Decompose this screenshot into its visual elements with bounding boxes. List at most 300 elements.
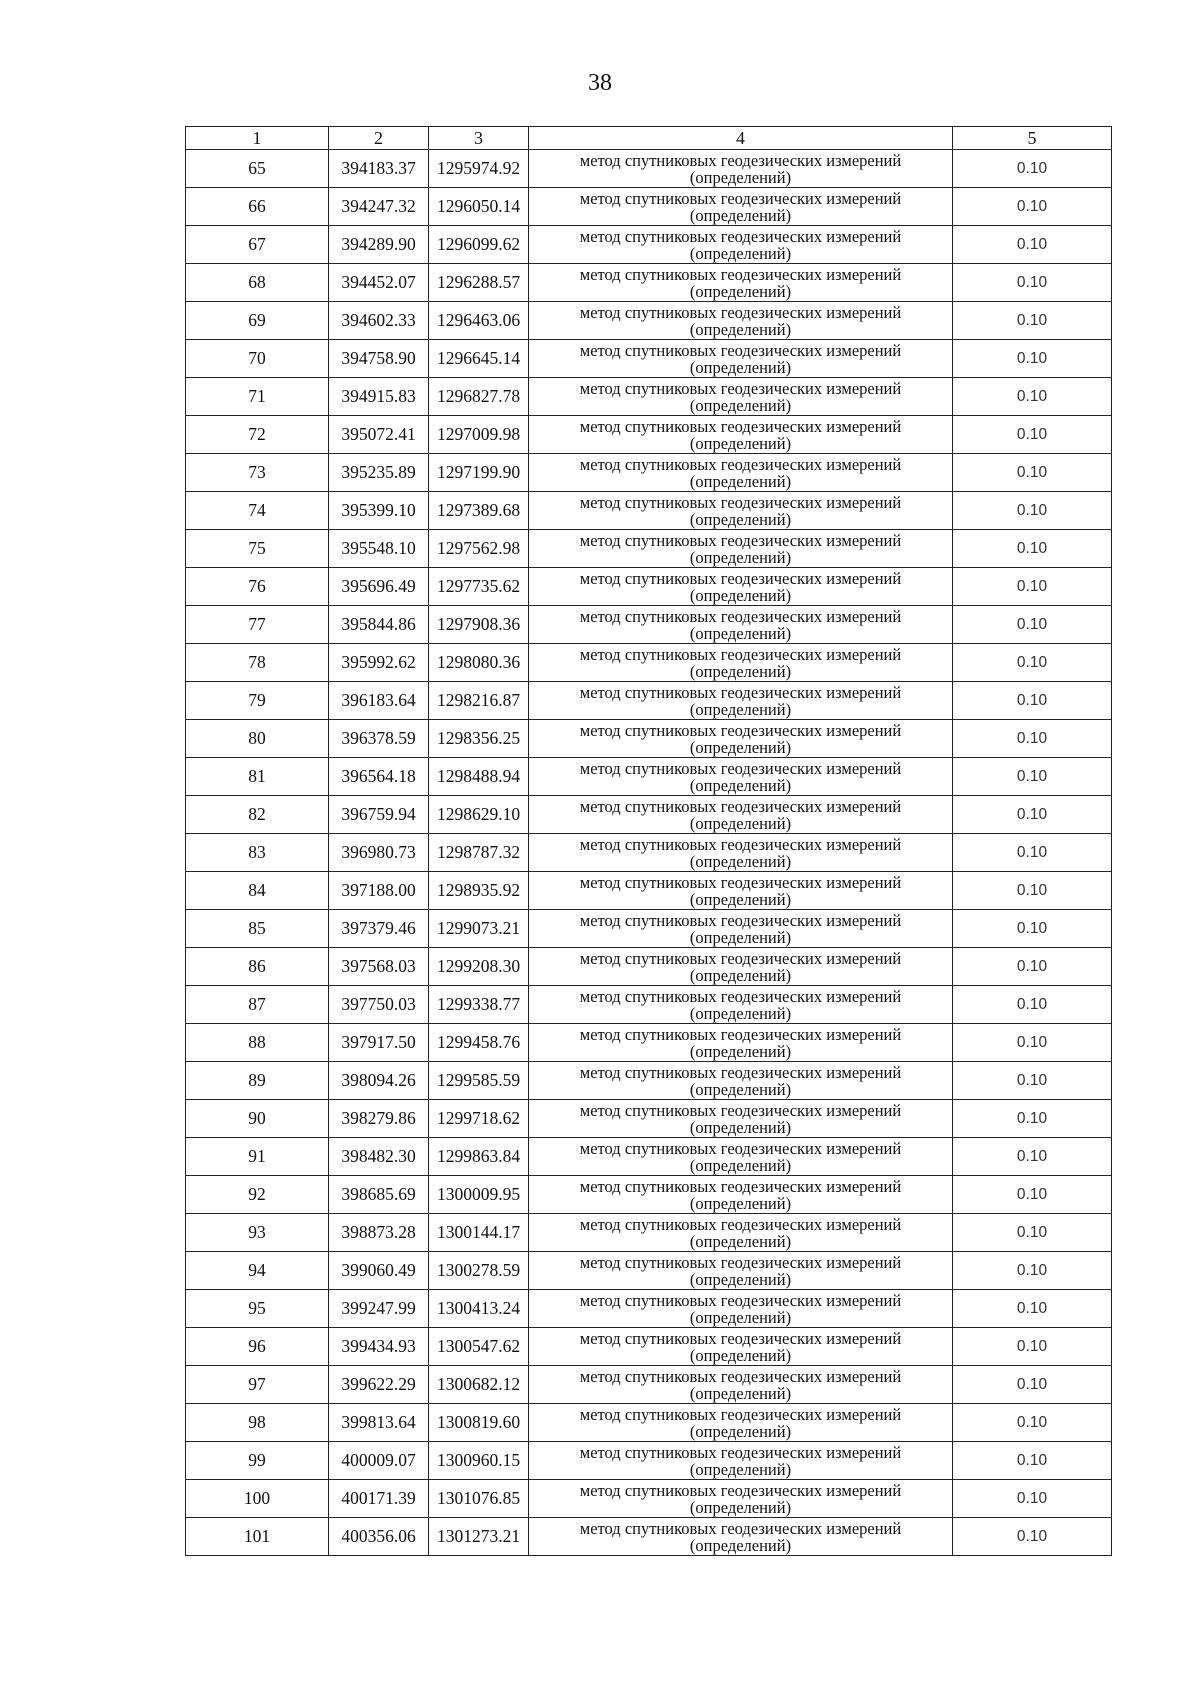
method-text: метод спутниковых геодезических измерений bbox=[579, 492, 902, 512]
point-number-cell: 94 bbox=[186, 1252, 329, 1290]
table-row bbox=[186, 1518, 1112, 1556]
table-row bbox=[186, 454, 1112, 492]
point-number-cell: 77 bbox=[186, 606, 329, 644]
point-number-cell: 85 bbox=[186, 910, 329, 948]
method-text-note: (определений) bbox=[689, 889, 792, 909]
table-row bbox=[186, 530, 1112, 568]
y-coordinate-cell: 1298080.36 bbox=[429, 644, 529, 682]
accuracy-cell: 0.10 bbox=[953, 1138, 1112, 1176]
method-text: метод спутниковых геодезических измерений bbox=[579, 1214, 902, 1234]
method-text-note: (определений) bbox=[689, 433, 792, 453]
y-coordinate-cell: 1296099.62 bbox=[429, 226, 529, 264]
method-cell bbox=[529, 568, 953, 606]
x-coordinate-cell: 400009.07 bbox=[329, 1442, 429, 1480]
method-text-note: (определений) bbox=[689, 1079, 792, 1099]
method-cell bbox=[529, 606, 953, 644]
method-text-note: (определений) bbox=[689, 965, 792, 985]
header-col-5: 5 bbox=[953, 127, 1112, 150]
method-text-note: (определений) bbox=[689, 851, 792, 871]
y-coordinate-cell: 1300960.15 bbox=[429, 1442, 529, 1480]
accuracy-cell: 0.10 bbox=[953, 1100, 1112, 1138]
method-text-note: (определений) bbox=[689, 813, 792, 833]
point-number-cell: 90 bbox=[186, 1100, 329, 1138]
accuracy-cell: 0.10 bbox=[953, 1366, 1112, 1404]
point-number-cell: 92 bbox=[186, 1176, 329, 1214]
method-text: метод спутниковых геодезических измерений bbox=[579, 606, 902, 626]
accuracy-cell: 0.10 bbox=[953, 188, 1112, 226]
method-text-note: (определений) bbox=[689, 1041, 792, 1061]
y-coordinate-cell: 1299585.59 bbox=[429, 1062, 529, 1100]
method-text-note: (определений) bbox=[689, 737, 792, 757]
method-cell bbox=[529, 986, 953, 1024]
method-text: метод спутниковых геодезических измерений bbox=[579, 986, 902, 1006]
table-row bbox=[186, 416, 1112, 454]
y-coordinate-cell: 1300819.60 bbox=[429, 1404, 529, 1442]
point-number-cell: 87 bbox=[186, 986, 329, 1024]
method-text: метод спутниковых геодезических измерений bbox=[579, 568, 902, 588]
method-text-note: (определений) bbox=[689, 1155, 792, 1175]
method-text: метод спутниковых геодезических измерений bbox=[579, 1024, 902, 1044]
page-number: 38 bbox=[588, 70, 612, 96]
method-text: метод спутниковых геодезических измерений bbox=[579, 796, 902, 816]
point-number-cell: 91 bbox=[186, 1138, 329, 1176]
method-cell bbox=[529, 226, 953, 264]
header-row bbox=[186, 127, 1112, 150]
method-text: метод спутниковых геодезических измерений bbox=[579, 1062, 902, 1082]
x-coordinate-cell: 398873.28 bbox=[329, 1214, 429, 1252]
x-coordinate-cell: 395072.41 bbox=[329, 416, 429, 454]
method-text: метод спутниковых геодезических измерений bbox=[579, 188, 902, 208]
table-row bbox=[186, 758, 1112, 796]
y-coordinate-cell: 1299073.21 bbox=[429, 910, 529, 948]
x-coordinate-cell: 398482.30 bbox=[329, 1138, 429, 1176]
accuracy-cell: 0.10 bbox=[953, 948, 1112, 986]
table-row bbox=[186, 1176, 1112, 1214]
method-text: метод спутниковых геодезических измерений bbox=[579, 416, 902, 436]
accuracy-cell: 0.10 bbox=[953, 1290, 1112, 1328]
y-coordinate-cell: 1298935.92 bbox=[429, 872, 529, 910]
y-coordinate-cell: 1299338.77 bbox=[429, 986, 529, 1024]
accuracy-cell: 0.10 bbox=[953, 682, 1112, 720]
method-text-note: (определений) bbox=[689, 585, 792, 605]
accuracy-cell: 0.10 bbox=[953, 568, 1112, 606]
point-number-cell: 74 bbox=[186, 492, 329, 530]
table-row bbox=[186, 606, 1112, 644]
method-text: метод спутниковых геодезических измерений bbox=[579, 340, 902, 360]
x-coordinate-cell: 399622.29 bbox=[329, 1366, 429, 1404]
table-row bbox=[186, 682, 1112, 720]
accuracy-cell: 0.10 bbox=[953, 1214, 1112, 1252]
x-coordinate-cell: 398094.26 bbox=[329, 1062, 429, 1100]
accuracy-cell: 0.10 bbox=[953, 986, 1112, 1024]
method-text: метод спутниковых геодезических измерений bbox=[579, 1366, 902, 1386]
table-row bbox=[186, 1252, 1112, 1290]
method-text: метод спутниковых геодезических измерений bbox=[579, 302, 902, 322]
accuracy-cell: 0.10 bbox=[953, 644, 1112, 682]
x-coordinate-cell: 397188.00 bbox=[329, 872, 429, 910]
method-cell bbox=[529, 1404, 953, 1442]
point-number-cell: 79 bbox=[186, 682, 329, 720]
y-coordinate-cell: 1299718.62 bbox=[429, 1100, 529, 1138]
y-coordinate-cell: 1295974.92 bbox=[429, 150, 529, 188]
point-number-cell: 100 bbox=[186, 1480, 329, 1518]
method-text-note: (определений) bbox=[689, 1003, 792, 1023]
method-text-note: (определений) bbox=[689, 1421, 792, 1441]
accuracy-cell: 0.10 bbox=[953, 1480, 1112, 1518]
method-cell bbox=[529, 1252, 953, 1290]
method-text-note: (определений) bbox=[689, 661, 792, 681]
table-row bbox=[186, 796, 1112, 834]
accuracy-cell: 0.10 bbox=[953, 1442, 1112, 1480]
x-coordinate-cell: 395844.86 bbox=[329, 606, 429, 644]
table-row bbox=[186, 1404, 1112, 1442]
point-number-cell: 76 bbox=[186, 568, 329, 606]
accuracy-cell: 0.10 bbox=[953, 150, 1112, 188]
accuracy-cell: 0.10 bbox=[953, 1176, 1112, 1214]
table-header bbox=[186, 127, 1112, 150]
table-row bbox=[186, 264, 1112, 302]
point-number-cell: 71 bbox=[186, 378, 329, 416]
method-cell bbox=[529, 188, 953, 226]
x-coordinate-cell: 400356.06 bbox=[329, 1518, 429, 1556]
method-text: метод спутниковых геодезических измерений bbox=[579, 910, 902, 930]
y-coordinate-cell: 1300547.62 bbox=[429, 1328, 529, 1366]
method-text: метод спутниковых геодезических измерений bbox=[579, 1100, 902, 1120]
method-cell bbox=[529, 720, 953, 758]
y-coordinate-cell: 1299863.84 bbox=[429, 1138, 529, 1176]
method-text: метод спутниковых геодезических измерений bbox=[579, 720, 902, 740]
method-text-note: (определений) bbox=[689, 205, 792, 225]
y-coordinate-cell: 1296288.57 bbox=[429, 264, 529, 302]
method-cell bbox=[529, 1366, 953, 1404]
method-cell bbox=[529, 1100, 953, 1138]
x-coordinate-cell: 396980.73 bbox=[329, 834, 429, 872]
table-row bbox=[186, 910, 1112, 948]
point-number-cell: 82 bbox=[186, 796, 329, 834]
table-row bbox=[186, 1138, 1112, 1176]
method-cell bbox=[529, 1290, 953, 1328]
header-col-1: 1 bbox=[186, 127, 329, 150]
accuracy-cell: 0.10 bbox=[953, 1404, 1112, 1442]
y-coordinate-cell: 1298787.32 bbox=[429, 834, 529, 872]
method-text-note: (определений) bbox=[689, 1497, 792, 1517]
method-text: метод спутниковых геодезических измерений bbox=[579, 644, 902, 664]
accuracy-cell: 0.10 bbox=[953, 720, 1112, 758]
accuracy-cell: 0.10 bbox=[953, 910, 1112, 948]
method-cell bbox=[529, 1176, 953, 1214]
method-text: метод спутниковых геодезических измерений bbox=[579, 530, 902, 550]
method-text-note: (определений) bbox=[689, 1269, 792, 1289]
point-number-cell: 68 bbox=[186, 264, 329, 302]
x-coordinate-cell: 395235.89 bbox=[329, 454, 429, 492]
point-number-cell: 78 bbox=[186, 644, 329, 682]
table-row bbox=[186, 226, 1112, 264]
point-number-cell: 99 bbox=[186, 1442, 329, 1480]
x-coordinate-cell: 398279.86 bbox=[329, 1100, 429, 1138]
method-text: метод спутниковых геодезических измерений bbox=[579, 834, 902, 854]
method-text: метод спутниковых геодезических измерений bbox=[579, 872, 902, 892]
y-coordinate-cell: 1300144.17 bbox=[429, 1214, 529, 1252]
method-cell bbox=[529, 492, 953, 530]
method-text: метод спутниковых геодезических измерений bbox=[579, 264, 902, 284]
method-cell bbox=[529, 1138, 953, 1176]
method-text: метод спутниковых геодезических измерений bbox=[579, 1252, 902, 1272]
point-number-cell: 98 bbox=[186, 1404, 329, 1442]
point-number-cell: 88 bbox=[186, 1024, 329, 1062]
method-text-note: (определений) bbox=[689, 1345, 792, 1365]
method-text: метод спутниковых геодезических измерений bbox=[579, 1176, 902, 1196]
method-text: метод спутниковых геодезических измерений bbox=[579, 454, 902, 474]
point-number-cell: 66 bbox=[186, 188, 329, 226]
y-coordinate-cell: 1300009.95 bbox=[429, 1176, 529, 1214]
y-coordinate-cell: 1299458.76 bbox=[429, 1024, 529, 1062]
x-coordinate-cell: 394602.33 bbox=[329, 302, 429, 340]
point-number-cell: 96 bbox=[186, 1328, 329, 1366]
point-number-cell: 80 bbox=[186, 720, 329, 758]
accuracy-cell: 0.10 bbox=[953, 606, 1112, 644]
x-coordinate-cell: 397750.03 bbox=[329, 986, 429, 1024]
accuracy-cell: 0.10 bbox=[953, 758, 1112, 796]
x-coordinate-cell: 394452.07 bbox=[329, 264, 429, 302]
method-text-note: (определений) bbox=[689, 1117, 792, 1137]
table-row bbox=[186, 872, 1112, 910]
method-cell bbox=[529, 796, 953, 834]
point-number-cell: 67 bbox=[186, 226, 329, 264]
y-coordinate-cell: 1300413.24 bbox=[429, 1290, 529, 1328]
method-text: метод спутниковых геодезических измерений bbox=[579, 378, 902, 398]
method-text-note: (определений) bbox=[689, 775, 792, 795]
point-number-cell: 70 bbox=[186, 340, 329, 378]
table-row bbox=[186, 720, 1112, 758]
y-coordinate-cell: 1296050.14 bbox=[429, 188, 529, 226]
method-text-note: (определений) bbox=[689, 167, 792, 187]
table-row bbox=[186, 340, 1112, 378]
method-text: метод спутниковых геодезических измерений bbox=[579, 1404, 902, 1424]
method-text-note: (определений) bbox=[689, 395, 792, 415]
point-number-cell: 65 bbox=[186, 150, 329, 188]
y-coordinate-cell: 1296645.14 bbox=[429, 340, 529, 378]
y-coordinate-cell: 1297735.62 bbox=[429, 568, 529, 606]
point-number-cell: 81 bbox=[186, 758, 329, 796]
table-row bbox=[186, 568, 1112, 606]
y-coordinate-cell: 1297199.90 bbox=[429, 454, 529, 492]
method-text: метод спутниковых геодезических измерений bbox=[579, 682, 902, 702]
accuracy-cell: 0.10 bbox=[953, 796, 1112, 834]
x-coordinate-cell: 399813.64 bbox=[329, 1404, 429, 1442]
x-coordinate-cell: 395399.10 bbox=[329, 492, 429, 530]
table-row bbox=[186, 1214, 1112, 1252]
point-number-cell: 84 bbox=[186, 872, 329, 910]
x-coordinate-cell: 397379.46 bbox=[329, 910, 429, 948]
point-number-cell: 93 bbox=[186, 1214, 329, 1252]
method-cell bbox=[529, 1442, 953, 1480]
x-coordinate-cell: 394915.83 bbox=[329, 378, 429, 416]
method-text: метод спутниковых геодезических измерений bbox=[579, 1442, 902, 1462]
method-text-note: (определений) bbox=[689, 243, 792, 263]
table-row bbox=[186, 302, 1112, 340]
x-coordinate-cell: 394247.32 bbox=[329, 188, 429, 226]
method-cell bbox=[529, 378, 953, 416]
method-text-note: (определений) bbox=[689, 1231, 792, 1251]
y-coordinate-cell: 1298356.25 bbox=[429, 720, 529, 758]
x-coordinate-cell: 394183.37 bbox=[329, 150, 429, 188]
table-row bbox=[186, 378, 1112, 416]
method-text: метод спутниковых геодезических измерений bbox=[579, 150, 902, 170]
x-coordinate-cell: 394758.90 bbox=[329, 340, 429, 378]
accuracy-cell: 0.10 bbox=[953, 1252, 1112, 1290]
accuracy-cell: 0.10 bbox=[953, 378, 1112, 416]
point-number-cell: 83 bbox=[186, 834, 329, 872]
method-cell bbox=[529, 834, 953, 872]
table-row bbox=[186, 834, 1112, 872]
method-cell bbox=[529, 758, 953, 796]
x-coordinate-cell: 396183.64 bbox=[329, 682, 429, 720]
method-text: метод спутниковых геодезических измерений bbox=[579, 1518, 902, 1538]
method-cell bbox=[529, 530, 953, 568]
method-text: метод спутниковых геодезических измерений bbox=[579, 948, 902, 968]
x-coordinate-cell: 396759.94 bbox=[329, 796, 429, 834]
coordinates-table bbox=[185, 126, 1112, 1556]
y-coordinate-cell: 1297389.68 bbox=[429, 492, 529, 530]
x-coordinate-cell: 399247.99 bbox=[329, 1290, 429, 1328]
y-coordinate-cell: 1297562.98 bbox=[429, 530, 529, 568]
x-coordinate-cell: 395548.10 bbox=[329, 530, 429, 568]
y-coordinate-cell: 1296827.78 bbox=[429, 378, 529, 416]
method-text-note: (определений) bbox=[689, 471, 792, 491]
accuracy-cell: 0.10 bbox=[953, 454, 1112, 492]
x-coordinate-cell: 397568.03 bbox=[329, 948, 429, 986]
method-cell bbox=[529, 1328, 953, 1366]
method-text-note: (определений) bbox=[689, 357, 792, 377]
y-coordinate-cell: 1301273.21 bbox=[429, 1518, 529, 1556]
x-coordinate-cell: 396378.59 bbox=[329, 720, 429, 758]
method-cell bbox=[529, 1024, 953, 1062]
table-row bbox=[186, 1366, 1112, 1404]
point-number-cell: 86 bbox=[186, 948, 329, 986]
accuracy-cell: 0.10 bbox=[953, 416, 1112, 454]
method-cell bbox=[529, 340, 953, 378]
header-col-3: 3 bbox=[429, 127, 529, 150]
y-coordinate-cell: 1300682.12 bbox=[429, 1366, 529, 1404]
method-text-note: (определений) bbox=[689, 1459, 792, 1479]
method-cell bbox=[529, 1062, 953, 1100]
point-number-cell: 95 bbox=[186, 1290, 329, 1328]
accuracy-cell: 0.10 bbox=[953, 530, 1112, 568]
accuracy-cell: 0.10 bbox=[953, 492, 1112, 530]
table-row bbox=[186, 1062, 1112, 1100]
method-text-note: (определений) bbox=[689, 1193, 792, 1213]
accuracy-cell: 0.10 bbox=[953, 1328, 1112, 1366]
method-cell bbox=[529, 264, 953, 302]
point-number-cell: 101 bbox=[186, 1518, 329, 1556]
accuracy-cell: 0.10 bbox=[953, 226, 1112, 264]
header-col-2: 2 bbox=[329, 127, 429, 150]
accuracy-cell: 0.10 bbox=[953, 302, 1112, 340]
table-row bbox=[186, 644, 1112, 682]
method-text-note: (определений) bbox=[689, 319, 792, 339]
method-text: метод спутниковых геодезических измерений bbox=[579, 1480, 902, 1500]
method-cell bbox=[529, 872, 953, 910]
y-coordinate-cell: 1297908.36 bbox=[429, 606, 529, 644]
x-coordinate-cell: 400171.39 bbox=[329, 1480, 429, 1518]
method-cell bbox=[529, 1214, 953, 1252]
method-text-note: (определений) bbox=[689, 1307, 792, 1327]
y-coordinate-cell: 1301076.85 bbox=[429, 1480, 529, 1518]
method-text-note: (определений) bbox=[689, 699, 792, 719]
point-number-cell: 89 bbox=[186, 1062, 329, 1100]
x-coordinate-cell: 398685.69 bbox=[329, 1176, 429, 1214]
method-cell bbox=[529, 682, 953, 720]
x-coordinate-cell: 397917.50 bbox=[329, 1024, 429, 1062]
table-row bbox=[186, 492, 1112, 530]
table-row bbox=[186, 1290, 1112, 1328]
method-text-note: (определений) bbox=[689, 281, 792, 301]
header-col-4: 4 bbox=[529, 127, 953, 150]
point-number-cell: 97 bbox=[186, 1366, 329, 1404]
method-cell bbox=[529, 948, 953, 986]
accuracy-cell: 0.10 bbox=[953, 1062, 1112, 1100]
table-row bbox=[186, 1100, 1112, 1138]
method-text: метод спутниковых геодезических измерений bbox=[579, 758, 902, 778]
table-row bbox=[186, 1442, 1112, 1480]
y-coordinate-cell: 1300278.59 bbox=[429, 1252, 529, 1290]
method-cell bbox=[529, 910, 953, 948]
point-number-cell: 69 bbox=[186, 302, 329, 340]
table-body bbox=[186, 150, 1112, 1556]
method-cell bbox=[529, 1480, 953, 1518]
table-row bbox=[186, 1480, 1112, 1518]
method-text-note: (определений) bbox=[689, 509, 792, 529]
accuracy-cell: 0.10 bbox=[953, 340, 1112, 378]
x-coordinate-cell: 395696.49 bbox=[329, 568, 429, 606]
accuracy-cell: 0.10 bbox=[953, 872, 1112, 910]
method-cell bbox=[529, 644, 953, 682]
accuracy-cell: 0.10 bbox=[953, 1518, 1112, 1556]
table-row bbox=[186, 986, 1112, 1024]
table-row bbox=[186, 1328, 1112, 1366]
method-cell bbox=[529, 150, 953, 188]
point-number-cell: 72 bbox=[186, 416, 329, 454]
method-cell bbox=[529, 416, 953, 454]
accuracy-cell: 0.10 bbox=[953, 264, 1112, 302]
method-text: метод спутниковых геодезических измерений bbox=[579, 1290, 902, 1310]
x-coordinate-cell: 394289.90 bbox=[329, 226, 429, 264]
y-coordinate-cell: 1299208.30 bbox=[429, 948, 529, 986]
x-coordinate-cell: 395992.62 bbox=[329, 644, 429, 682]
table-row bbox=[186, 948, 1112, 986]
y-coordinate-cell: 1297009.98 bbox=[429, 416, 529, 454]
y-coordinate-cell: 1298216.87 bbox=[429, 682, 529, 720]
table-row bbox=[186, 188, 1112, 226]
accuracy-cell: 0.10 bbox=[953, 1024, 1112, 1062]
method-text: метод спутниковых геодезических измерений bbox=[579, 1328, 902, 1348]
accuracy-cell: 0.10 bbox=[953, 834, 1112, 872]
y-coordinate-cell: 1298488.94 bbox=[429, 758, 529, 796]
y-coordinate-cell: 1296463.06 bbox=[429, 302, 529, 340]
method-text-note: (определений) bbox=[689, 623, 792, 643]
method-text-note: (определений) bbox=[689, 547, 792, 567]
point-number-cell: 75 bbox=[186, 530, 329, 568]
method-text: метод спутниковых геодезических измерений bbox=[579, 226, 902, 246]
method-text: метод спутниковых геодезических измерений bbox=[579, 1138, 902, 1158]
y-coordinate-cell: 1298629.10 bbox=[429, 796, 529, 834]
method-text-note: (определений) bbox=[689, 1383, 792, 1403]
table-row bbox=[186, 150, 1112, 188]
method-text-note: (определений) bbox=[689, 927, 792, 947]
method-cell bbox=[529, 454, 953, 492]
x-coordinate-cell: 399060.49 bbox=[329, 1252, 429, 1290]
method-cell bbox=[529, 1518, 953, 1556]
